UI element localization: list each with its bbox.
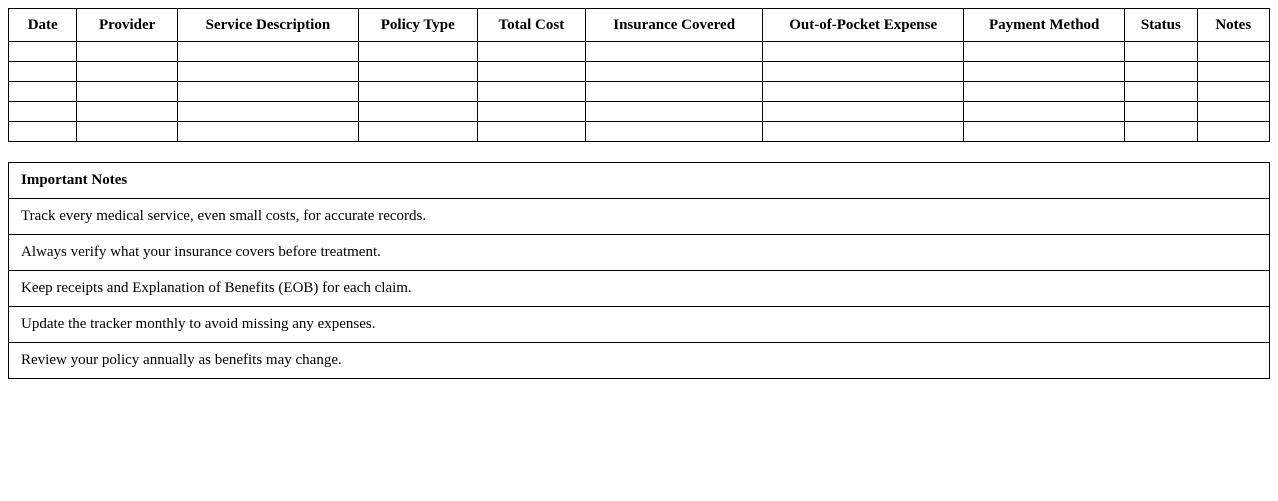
cell-status[interactable] [1125, 82, 1197, 102]
note-item-5: Review your policy annually as benefits may change. [9, 343, 1270, 379]
cell-provider[interactable] [77, 62, 178, 82]
cell-provider[interactable] [77, 122, 178, 142]
column-header-payment-method: Payment Method [964, 9, 1125, 42]
note-item-3: Keep receipts and Explanation of Benefits (EOB) for each claim. [9, 271, 1270, 307]
cell-notes[interactable] [1197, 102, 1269, 122]
cell-notes[interactable] [1197, 62, 1269, 82]
cell-total-cost[interactable] [477, 122, 586, 142]
note-item-2: Always verify what your insurance covers before treatment. [9, 235, 1270, 271]
cell-service-description[interactable] [177, 82, 358, 102]
column-header-provider: Provider [77, 9, 178, 42]
column-header-service-description: Service Description [177, 9, 358, 42]
column-header-date: Date [9, 9, 77, 42]
cell-payment-method[interactable] [964, 62, 1125, 82]
cell-policy-type[interactable] [358, 62, 477, 82]
notes-heading: Important Notes [9, 163, 1270, 199]
cell-total-cost[interactable] [477, 102, 586, 122]
cell-service-description[interactable] [177, 102, 358, 122]
cell-status[interactable] [1125, 62, 1197, 82]
medical-expense-tracker-table [8, 8, 1270, 142]
cell-notes[interactable] [1197, 122, 1269, 142]
cell-out-of-pocket-expense[interactable] [763, 102, 964, 122]
column-header-policy-type: Policy Type [358, 9, 477, 42]
cell-payment-method[interactable] [964, 122, 1125, 142]
column-header-insurance-covered: Insurance Covered [586, 9, 763, 42]
cell-date[interactable] [9, 122, 77, 142]
cell-policy-type[interactable] [358, 82, 477, 102]
cell-provider[interactable] [77, 82, 178, 102]
notes-heading-row [9, 163, 1270, 199]
cell-date[interactable] [9, 42, 77, 62]
cell-status[interactable] [1125, 42, 1197, 62]
cell-status[interactable] [1125, 122, 1197, 142]
column-header-out-of-pocket-expense: Out-of-Pocket Expense [763, 9, 964, 42]
cell-policy-type[interactable] [358, 42, 477, 62]
cell-payment-method[interactable] [964, 82, 1125, 102]
column-header-notes: Notes [1197, 9, 1269, 42]
cell-date[interactable] [9, 82, 77, 102]
cell-total-cost[interactable] [477, 82, 586, 102]
cell-service-description[interactable] [177, 122, 358, 142]
note-item-1: Track every medical service, even small costs, for accurate records. [9, 199, 1270, 235]
cell-policy-type[interactable] [358, 102, 477, 122]
list-item [9, 235, 1270, 271]
table-header-row [9, 9, 1270, 42]
cell-policy-type[interactable] [358, 122, 477, 142]
cell-provider[interactable] [77, 102, 178, 122]
cell-insurance-covered[interactable] [586, 42, 763, 62]
cell-out-of-pocket-expense[interactable] [763, 42, 964, 62]
important-notes-table [8, 162, 1270, 379]
column-header-status: Status [1125, 9, 1197, 42]
cell-date[interactable] [9, 102, 77, 122]
column-header-total-cost: Total Cost [477, 9, 586, 42]
list-item [9, 199, 1270, 235]
cell-out-of-pocket-expense[interactable] [763, 122, 964, 142]
cell-out-of-pocket-expense[interactable] [763, 82, 964, 102]
cell-insurance-covered[interactable] [586, 122, 763, 142]
list-item [9, 343, 1270, 379]
cell-status[interactable] [1125, 102, 1197, 122]
table-row[interactable] [9, 42, 1270, 62]
cell-insurance-covered[interactable] [586, 82, 763, 102]
cell-insurance-covered[interactable] [586, 62, 763, 82]
note-item-4: Update the tracker monthly to avoid missing any expenses. [9, 307, 1270, 343]
table-row[interactable] [9, 62, 1270, 82]
cell-payment-method[interactable] [964, 42, 1125, 62]
cell-payment-method[interactable] [964, 102, 1125, 122]
cell-insurance-covered[interactable] [586, 102, 763, 122]
cell-date[interactable] [9, 62, 77, 82]
list-item [9, 307, 1270, 343]
table-row[interactable] [9, 122, 1270, 142]
cell-service-description[interactable] [177, 62, 358, 82]
table-row[interactable] [9, 82, 1270, 102]
cell-out-of-pocket-expense[interactable] [763, 62, 964, 82]
cell-total-cost[interactable] [477, 62, 586, 82]
cell-notes[interactable] [1197, 82, 1269, 102]
table-row[interactable] [9, 102, 1270, 122]
cell-notes[interactable] [1197, 42, 1269, 62]
cell-service-description[interactable] [177, 42, 358, 62]
cell-total-cost[interactable] [477, 42, 586, 62]
cell-provider[interactable] [77, 42, 178, 62]
list-item [9, 271, 1270, 307]
